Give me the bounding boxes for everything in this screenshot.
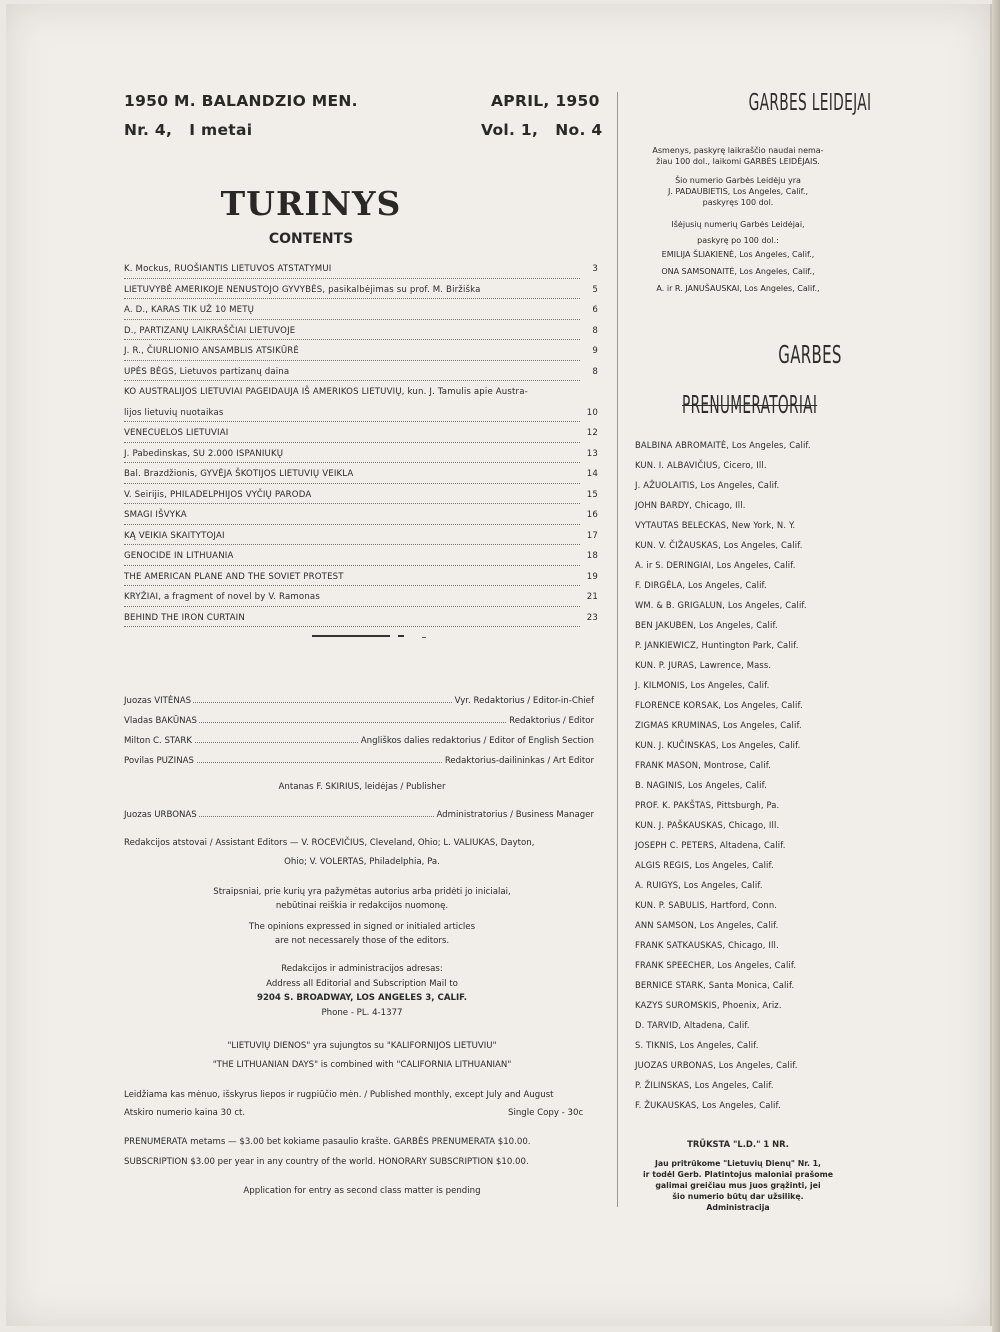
leidejai-issue-2: J. PADAUBIETIS, Los Angeles, Calif., xyxy=(667,187,808,196)
toc-entry-page: 6 xyxy=(592,305,598,315)
toc-entry-title: KĄ VEIKIA SKAITYTOJAI xyxy=(124,530,225,541)
toc-entry-title: THE AMERICAN PLANE AND THE SOVIET PROTEST xyxy=(124,571,344,582)
toc-entry xyxy=(124,264,598,285)
table-of-contents xyxy=(124,264,598,633)
single-copy-lt: Atskiro numerio kaina 30 ct. xyxy=(124,1108,246,1118)
toc-entry-page: 13 xyxy=(586,448,598,459)
subscriber-item: D. TARVID, Altadena, Calif. xyxy=(635,1020,750,1030)
subscriber-item: JUOZAS URBONAS, Los Angeles, Calif. xyxy=(635,1060,798,1070)
toc-entry-title: KRYŽIAI, a fragment of novel by V. Ramonas xyxy=(124,592,320,602)
leidejai-past-5: A. ir R. JANUŠAUSKAI, Los Angeles, Calif., xyxy=(656,284,820,293)
address-line-1: Redakcijos ir administracijos adresas: xyxy=(281,964,443,974)
toc-entry-page: 10 xyxy=(586,407,598,418)
disclaimer-lt-1: Straipsniai, prie kurių yra pažymėtas autorius arba pridėti jo inicialai, xyxy=(213,887,511,897)
toc-entry-title: lijos lietuvių nuotaikas xyxy=(124,407,224,418)
staff-row xyxy=(124,756,594,766)
subscriber-item: BALBINA ABROMAITĖ, Los Angeles, Calif. xyxy=(635,440,811,450)
column-divider xyxy=(617,92,618,1207)
toc-entry xyxy=(124,449,598,470)
garbes-leidejai-title: GARBES LEIDEJAI xyxy=(748,90,872,116)
toc-entry-title: GENOCIDE IN LITHUANIA xyxy=(124,551,234,561)
toc-entry xyxy=(124,305,598,326)
subscriber-item: ZIGMAS KRUMINAS, Los Angeles, Calif. xyxy=(635,720,802,730)
address-line-2: Address all Editorial and Subscription Mail to xyxy=(266,979,458,989)
truksta-line-2: ir todėl Gerb. Platintojus maloniai prašome xyxy=(642,1170,833,1179)
single-copy-en: Single Copy - 30c xyxy=(508,1108,584,1118)
toc-entry-page: 16 xyxy=(586,510,598,520)
subscriber-item: WM. & B. GRIGALUN, Los Angeles, Calif. xyxy=(635,600,807,610)
staff-name: Vladas BAKŪNAS xyxy=(124,716,197,726)
toc-entry xyxy=(124,613,598,634)
toc-entry xyxy=(124,572,598,593)
toc-entry-title: J. R., ČIURLIONIO ANSAMBLIS ATSIKŪRĖ xyxy=(124,346,299,356)
toc-entry-page: 17 xyxy=(586,530,598,541)
subscription-en: SUBSCRIPTION $3.00 per year in any country of the world. HONORARY SUBSCRIPTION $10.00. xyxy=(124,1157,529,1167)
staff-row xyxy=(124,736,594,746)
honorary-subscribers-list xyxy=(635,440,855,1120)
toc-entry xyxy=(124,490,598,511)
toc-entry-page: 9 xyxy=(592,346,598,356)
subscriber-item: F. ŽUKAUSKAS, Los Angeles, Calif. xyxy=(635,1100,781,1110)
publisher-line: Antanas F. SKIRIUS, leidėjas / Publisher xyxy=(278,782,446,792)
administrator-role: Administratorius / Business Manager xyxy=(436,810,594,820)
assistant-editors-1: Redakcijos atstovai / Assistant Editors — V. ROCEVIČIUS, Cleveland, Ohio; L. VALIUKAS, Dayton, xyxy=(124,838,535,848)
application-note: Application for entry as second class matter is pending xyxy=(243,1186,481,1196)
toc-entry xyxy=(124,367,598,388)
published-note: Leidžiama kas mėnuo, išskyrus liepos ir rugpiūčio mėn. / Published monthly, except July and August xyxy=(124,1090,554,1100)
subscriber-item: FRANK SATKAUSKAS, Chicago, Ill. xyxy=(635,940,779,950)
en-date: APRIL, 1950 xyxy=(491,92,600,110)
toc-entry-title: LIETUVYBĖ AMERIKOJE NENUSTOJO GYVYBĖS, pasikalbėjimas su prof. M. Biržiška xyxy=(124,284,481,295)
staff-role: Vyr. Redaktorius / Editor-in-Chief xyxy=(454,696,594,706)
staff-name: Juozas VITĖNAS xyxy=(124,696,192,706)
leidejai-past-2: paskyrę po 100 dol.: xyxy=(697,236,779,245)
truksta-title: TRŪKSTA "L.D." 1 NR. xyxy=(687,1139,789,1149)
truksta-line-3: galimai greičiau mus juos grąžinti, jei xyxy=(655,1181,821,1190)
lt-issue: Nr. 4, I metai xyxy=(124,121,253,139)
toc-entry-title: SMAGI IŠVYKA xyxy=(124,510,187,520)
staff-role: Redaktorius-dailininkas / Art Editor xyxy=(444,756,594,766)
toc-entry xyxy=(124,531,598,552)
toc-entry-page: 21 xyxy=(586,592,598,602)
truksta-line-4: šio numerio būtų dar užsilikę. xyxy=(672,1192,804,1201)
toc-entry-page: 18 xyxy=(586,551,598,561)
subscriber-item: ALGIS REGIS, Los Angeles, Calif. xyxy=(635,860,774,870)
subscriber-item: KUN. I. ALBAVIČIUS, Cicero, Ill. xyxy=(635,460,767,470)
toc-subtitle: CONTENTS xyxy=(268,231,354,247)
disclaimer-en-1: The opinions expressed in signed or initialed articles xyxy=(248,922,476,932)
toc-entry xyxy=(124,551,598,572)
prenumeratoriai-title-2: PRENUMERATORIAI xyxy=(682,390,818,419)
toc-entry xyxy=(124,285,598,306)
administrator-row xyxy=(124,810,594,820)
subscriber-item: ANN SAMSON, Los Angeles, Calif. xyxy=(635,920,779,930)
toc-entry-title: D., PARTIZANŲ LAIKRAŠČIAI LIETUVOJE xyxy=(124,325,296,336)
subscriber-item: VYTAUTAS BELECKAS, New York, N. Y. xyxy=(635,520,796,530)
leidejai-past-1: Išėjusių numerių Garbės Leidėjai, xyxy=(671,220,805,229)
leidejai-past-3: EMILIJA ŠLIAKIENĖ, Los Angeles, Calif., xyxy=(661,250,815,259)
subscriber-item: KUN. P. JURAS, Lawrence, Mass. xyxy=(635,660,772,670)
leidejai-intro-1: Asmenys, paskyrę laikraščio naudai nema- xyxy=(652,146,824,155)
subscriber-item: FLORENCE KORSAK, Los Angeles, Calif. xyxy=(635,700,803,710)
subscriber-item: P. JANKIEWICZ, Huntington Park, Calif. xyxy=(635,640,799,650)
subscriber-item: JOSEPH C. PETERS, Altadena, Calif. xyxy=(635,840,786,850)
subscriber-item: FRANK SPEECHER, Los Angeles, Calif. xyxy=(635,960,797,970)
subscriber-item: JOHN BARDY, Chicago, Ill. xyxy=(635,500,746,510)
toc-entry-page: 3 xyxy=(592,264,598,274)
subscriber-item: KUN. J. KUČINSKAS, Los Angeles, Calif. xyxy=(635,740,801,750)
lt-date: 1950 M. BALANDZIO MEN. xyxy=(124,92,358,110)
toc-entry-page: 5 xyxy=(592,284,598,295)
subscriber-item: A. ir S. DERINGIAI, Los Angeles, Calif. xyxy=(635,560,796,570)
toc-entry xyxy=(124,326,598,347)
subscription-lt: PRENUMERATA metams — $3.00 bet kokiame pasaulio krašte. GARBĖS PRENUMERATA $10.00. xyxy=(124,1137,531,1147)
toc-entry xyxy=(124,387,598,408)
toc-entry xyxy=(124,469,598,490)
toc-entry-title: KO AUSTRALIJOS LIETUVIAI PAGEIDAUJA IŠ AMERIKOS LIETUVIŲ, kun. J. Tamulis apie Austra- xyxy=(124,387,528,397)
toc-entry-title: VENECUELOS LIETUVIAI xyxy=(124,428,229,438)
subscriber-item: P. ŽILINSKAS, Los Angeles, Calif. xyxy=(635,1080,774,1090)
toc-entry-title: J. Pabedinskas, SU 2.000 ISPANIUKŲ xyxy=(124,448,284,459)
toc-entry-title: V. Seirijis, PHILADELPHIJOS VYČIŲ PARODA xyxy=(124,489,312,500)
toc-entry-page: 12 xyxy=(586,428,598,438)
subscriber-item: PROF. K. PAKŠTAS, Pittsburgh, Pa. xyxy=(635,800,780,810)
toc-entry xyxy=(124,592,598,613)
toc-entry-page: 14 xyxy=(586,469,598,479)
subscriber-item: F. DIRGĖLA, Los Angeles, Calif. xyxy=(635,580,767,590)
staff-role: Angliškos dalies redaktorius / Editor of English Section xyxy=(360,736,594,746)
staff-row xyxy=(124,696,594,706)
toc-entry-title: Bal. Brazdžionis, GYVĖJA ŠKOTIJOS LIETUVIŲ VEIKLA xyxy=(124,469,354,479)
address-line-3: 9204 S. BROADWAY, LOS ANGELES 3, CALIF. xyxy=(256,993,468,1003)
leidejai-issue-1: Šio numerio Garbės Leidėju yra xyxy=(675,176,801,185)
merger-lt: "LIETUVIŲ DIENOS" yra sujungtos su "KALIFORNIJOS LIETUVIU" xyxy=(227,1041,497,1051)
subscriber-item: S. TIKNIS, Los Angeles, Calif. xyxy=(635,1040,759,1050)
toc-entry-page: 15 xyxy=(586,489,598,500)
staff-row xyxy=(124,716,594,726)
subscriber-item: J. AŽUOLAITIS, Los Angeles, Calif. xyxy=(635,480,780,490)
truksta-line-1: Jau pritrūkome "Lietuvių Dienų" Nr. 1, xyxy=(654,1159,822,1168)
assistant-editors-2: Ohio; V. VOLERTAS, Philadelphia, Pa. xyxy=(284,857,440,867)
toc-entry-page: 8 xyxy=(592,366,598,377)
subscriber-item: A. RUIGYS, Los Angeles, Calif. xyxy=(635,880,763,890)
toc-entry-page: 8 xyxy=(592,325,598,336)
section-rule-dash xyxy=(398,635,404,637)
toc-entry xyxy=(124,408,598,429)
toc-entry-title: A. D., KARAS TIK UŽ 10 METŲ xyxy=(124,305,255,315)
staff-name: Povilas PUZINAS xyxy=(124,756,194,766)
leidejai-past-4: ONA SAMSONAITĖ, Los Angeles, Calif., xyxy=(661,267,815,276)
toc-entry-page: 23 xyxy=(586,612,598,623)
toc-entry-title: K. Mockus, RUOŠIANTIS LIETUVOS ATSTATYMUI xyxy=(124,264,332,274)
toc-entry xyxy=(124,428,598,449)
administrator-name: Juozas URBONAS xyxy=(124,810,197,820)
subscriber-item: FRANK MASON, Montrose, Calif. xyxy=(635,760,772,770)
disclaimer-lt-2: nebūtinai reiškia ir redakcijos nuomonę. xyxy=(275,901,449,911)
subscriber-item: BEN JAKUBEN, Los Angeles, Calif. xyxy=(635,620,778,630)
subscriber-item: B. NAGINIS, Los Angeles, Calif. xyxy=(635,780,767,790)
toc-entry-page: 19 xyxy=(586,571,598,582)
subscriber-item: KAZYS SUROMSKIS, Phoenix, Ariz. xyxy=(635,1000,782,1010)
subscriber-item: KUN. P. SABULIS, Hartford, Conn. xyxy=(635,900,778,910)
staff-name: Milton C. STARK xyxy=(124,736,192,746)
section-rule xyxy=(312,635,390,637)
toc-entry-title: BEHIND THE IRON CURTAIN xyxy=(124,612,245,623)
subscriber-item: KUN. J. PAŠKAUSKAS, Chicago, Ill. xyxy=(635,820,780,830)
prenumeratoriai-title-1: GARBES xyxy=(778,340,842,369)
subscriber-item: BERNICE STARK, Santa Monica, Calif. xyxy=(635,980,795,990)
address-phone: Phone - PL. 4-1377 xyxy=(321,1008,403,1018)
toc-entry-title: UPĖS BĖGS, Lietuvos partizanų daina xyxy=(124,366,290,377)
page-edge xyxy=(992,0,1000,1332)
staff-role: Redaktorius / Editor xyxy=(509,716,594,726)
merger-en: "THE LITHUANIAN DAYS" is combined with "CALIFORNIA LITHUANIAN" xyxy=(212,1060,512,1070)
leidejai-intro-2: žiau 100 dol., laikomi GARBĖS LEIDĖJAIS. xyxy=(656,157,820,166)
section-rule-dot xyxy=(422,637,426,638)
en-issue: Vol. 1, No. 4 xyxy=(481,121,603,139)
subscriber-item: KUN. V. ČIŽAUSKAS, Los Angeles, Calif. xyxy=(635,540,803,550)
leidejai-issue-3: paskyręs 100 dol. xyxy=(702,198,774,207)
toc-title: TURINYS xyxy=(220,184,402,223)
disclaimer-en-2: are not necessarely those of the editors. xyxy=(274,936,450,946)
toc-entry xyxy=(124,510,598,531)
subscriber-item: J. KILMONIS, Los Angeles, Calif. xyxy=(635,680,770,690)
truksta-signature: Administracija xyxy=(706,1203,770,1212)
toc-entry xyxy=(124,346,598,367)
